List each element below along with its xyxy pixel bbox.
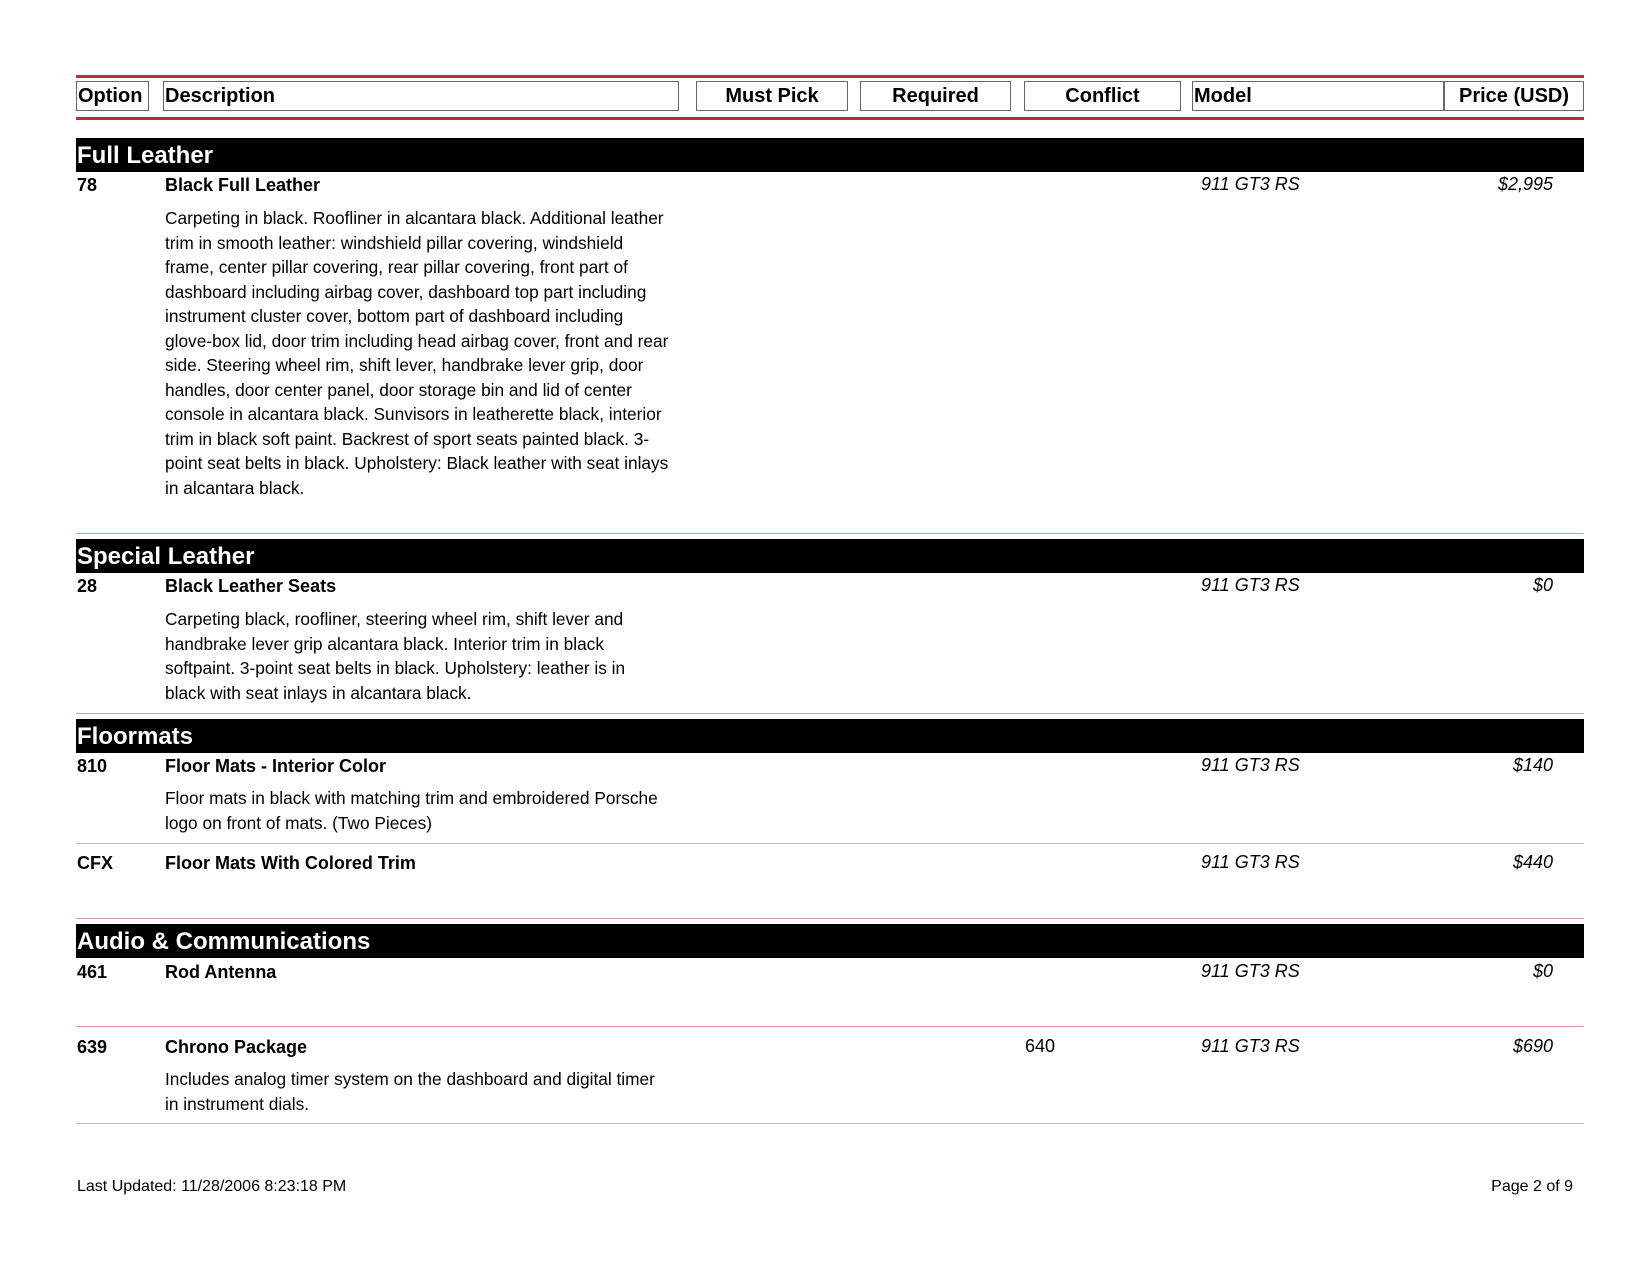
row-separator bbox=[76, 533, 1584, 534]
option-price: $690 bbox=[1512, 1036, 1553, 1056]
section-header-full-leather: Full Leather bbox=[76, 138, 1584, 172]
option-title: Floor Mats With Colored Trim bbox=[165, 853, 416, 873]
row-separator bbox=[76, 713, 1584, 714]
option-model: 911 GT3 RS bbox=[1201, 961, 1300, 981]
option-title: Rod Antenna bbox=[165, 962, 277, 982]
option-title: Black Leather Seats bbox=[165, 576, 337, 596]
option-title: Chrono Package bbox=[165, 1037, 308, 1057]
footer-last-updated: Last Updated: 11/28/2006 8:23:18 PM bbox=[77, 1178, 347, 1195]
section-header-special-leather: Special Leather bbox=[76, 539, 1584, 573]
row-separator bbox=[76, 843, 1584, 844]
header-option: Option bbox=[76, 81, 149, 111]
row-separator bbox=[76, 1026, 1584, 1027]
header-must-pick: Must Pick bbox=[696, 81, 848, 111]
option-title: Black Full Leather bbox=[165, 175, 321, 195]
option-model: 911 GT3 RS bbox=[1201, 174, 1300, 194]
option-model: 911 GT3 RS bbox=[1201, 575, 1300, 595]
option-model: 911 GT3 RS bbox=[1201, 755, 1300, 775]
option-model: 911 GT3 RS bbox=[1201, 852, 1300, 872]
header-model: Model bbox=[1192, 81, 1444, 111]
header-conflict: Conflict bbox=[1024, 81, 1181, 111]
option-code: 28 bbox=[77, 576, 98, 596]
footer-page-number: Page 2 of 9 bbox=[1491, 1178, 1573, 1195]
option-code: 461 bbox=[77, 962, 108, 982]
header-bottom-rule bbox=[76, 117, 1584, 120]
option-conflict: 640 bbox=[1025, 1036, 1056, 1056]
option-price: $0 bbox=[1532, 961, 1553, 981]
header-price: Price (USD) bbox=[1444, 81, 1584, 111]
option-description: Carpeting in black. Roofliner in alcantara black. Additional leather trim in smooth leather: windshield pillar covering, windshield frame, center pillar covering, rear pillar covering, front part of dashboard including airbag cover, dashboard top part including instrument cluster cover, bottom part of dashboard including glove-box lid, door trim including head airbag cover, front and rear side. Steering wheel rim, shift lever, handbrake lever grip, door handles, door center panel, door storage bin and lid of center console in alcantara black. Sunvisors in leatherette black, interior trim in black soft paint. Backrest of sport seats painted black. 3-point seat belts in black. Upholstery: Black leather with seat inlays in alcantara black. bbox=[165, 208, 669, 498]
option-model: 911 GT3 RS bbox=[1201, 1036, 1300, 1056]
header-description: Description bbox=[163, 81, 679, 111]
option-description: Carpeting black, roofliner, steering wheel rim, shift lever and handbrake lever grip alcantara black. Interior trim in black softpaint. 3-point seat belts in black. Upholstery: leather is in black with seat inlays in alcantara black. bbox=[165, 609, 626, 703]
option-description: Includes analog timer system on the dashboard and digital timer in instrument dials. bbox=[165, 1069, 655, 1114]
option-price: $2,995 bbox=[1497, 174, 1553, 194]
option-price: $0 bbox=[1532, 575, 1553, 595]
option-description: Floor mats in black with matching trim and embroidered Porsche logo on front of mats. (Two Pieces) bbox=[165, 788, 658, 833]
header-top-rule bbox=[76, 75, 1584, 78]
option-price: $440 bbox=[1512, 852, 1553, 872]
option-code: 810 bbox=[77, 756, 108, 776]
row-separator bbox=[76, 918, 1584, 919]
section-header-floormats: Floormats bbox=[76, 719, 1584, 753]
row-separator bbox=[76, 1123, 1584, 1124]
header-required: Required bbox=[860, 81, 1011, 111]
section-header-audio-communications: Audio & Communications bbox=[76, 924, 1584, 958]
option-code: CFX bbox=[77, 853, 113, 873]
option-code: 78 bbox=[77, 175, 98, 195]
option-code: 639 bbox=[77, 1037, 108, 1057]
option-title: Floor Mats - Interior Color bbox=[165, 756, 387, 776]
option-price: $140 bbox=[1512, 755, 1553, 775]
